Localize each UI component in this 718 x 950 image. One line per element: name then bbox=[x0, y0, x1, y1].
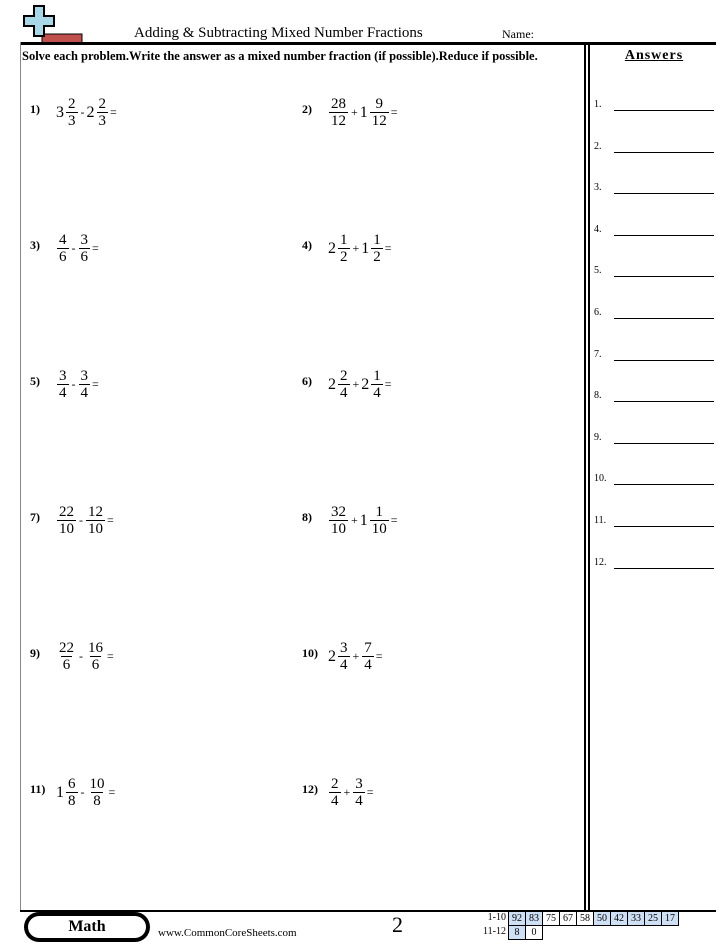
expression bbox=[56, 776, 115, 809]
fraction bbox=[57, 640, 76, 673]
score-cell: 58 bbox=[577, 912, 594, 926]
denominator: 10 bbox=[371, 521, 387, 537]
score-cell-empty bbox=[645, 926, 662, 940]
operator: + bbox=[352, 241, 360, 255]
answer-blank[interactable] bbox=[614, 193, 714, 194]
numerator: 2 bbox=[340, 368, 348, 384]
equals-sign: = bbox=[390, 513, 398, 527]
problem-2 bbox=[302, 96, 398, 129]
denominator: 6 bbox=[80, 249, 88, 265]
fraction bbox=[57, 504, 76, 537]
answer-row bbox=[594, 300, 714, 320]
numerator: 2 bbox=[331, 776, 339, 792]
answer-number: 5. bbox=[594, 265, 602, 277]
answer-row bbox=[594, 175, 714, 195]
operator: - bbox=[71, 377, 76, 391]
problem-8 bbox=[302, 504, 398, 537]
equals-sign: = bbox=[366, 785, 374, 799]
score-cell: 0 bbox=[526, 926, 543, 940]
fraction bbox=[329, 504, 348, 537]
fraction bbox=[362, 640, 374, 673]
numerator: 9 bbox=[375, 96, 384, 112]
problem-6 bbox=[302, 368, 392, 401]
answer-number: 11. bbox=[594, 515, 607, 526]
problem-11 bbox=[30, 776, 116, 809]
answer-blank[interactable] bbox=[614, 401, 714, 402]
fraction bbox=[86, 640, 105, 673]
instructions: Solve each problem.Write the answer as a mixed number fraction (if possible).Reduce if possible. bbox=[22, 49, 538, 63]
whole-number: 3 bbox=[56, 103, 64, 121]
equals-sign: = bbox=[107, 513, 114, 527]
expression bbox=[56, 232, 99, 265]
answer-number: 10. bbox=[594, 473, 607, 485]
equals-sign: = bbox=[375, 649, 383, 663]
whole-number: 2 bbox=[328, 239, 336, 257]
numerator: 32 bbox=[331, 504, 346, 520]
problem-number: 9) bbox=[30, 646, 40, 660]
site-url: www.CommonCoreSheets.com bbox=[158, 927, 297, 939]
equals-sign: = bbox=[384, 377, 392, 391]
left-border bbox=[20, 42, 21, 910]
answer-blank[interactable] bbox=[614, 484, 714, 485]
worksheet-title: Adding & Subtracting Mixed Number Fractions bbox=[134, 25, 423, 41]
problem-number: 1) bbox=[30, 102, 40, 116]
answer-number: 1. bbox=[594, 99, 602, 110]
numerator: 7 bbox=[364, 640, 372, 656]
answer-blank[interactable] bbox=[614, 443, 714, 444]
denominator: 4 bbox=[364, 657, 372, 673]
denominator: 2 bbox=[340, 249, 348, 265]
denominator: 8 bbox=[68, 793, 76, 809]
fraction bbox=[86, 504, 105, 537]
numerator: 3 bbox=[340, 640, 348, 656]
numerator: 1 bbox=[375, 504, 384, 520]
problem-10 bbox=[302, 640, 383, 673]
denominator: 4 bbox=[340, 657, 348, 673]
numerator: 3 bbox=[80, 368, 88, 384]
numerator: 22 bbox=[59, 504, 74, 520]
answer-number: 8. bbox=[594, 390, 602, 402]
score-cell: 33 bbox=[628, 912, 645, 926]
operator: - bbox=[80, 105, 85, 119]
operator: - bbox=[79, 513, 83, 527]
answer-number: 4. bbox=[594, 223, 602, 235]
equals-sign: = bbox=[110, 105, 117, 119]
equals-sign: = bbox=[384, 241, 392, 255]
score-cell: 8 bbox=[509, 926, 526, 940]
answer-number: 7. bbox=[594, 348, 602, 360]
numerator: 12 bbox=[88, 504, 103, 520]
denominator: 2 bbox=[373, 249, 381, 265]
answer-number: 2. bbox=[594, 140, 602, 152]
answer-column-divider-inner bbox=[588, 42, 590, 910]
denominator: 3 bbox=[98, 113, 106, 129]
score-cell: 17 bbox=[662, 912, 679, 926]
equals-sign: = bbox=[92, 241, 99, 255]
expression bbox=[328, 776, 374, 809]
fraction bbox=[329, 96, 348, 129]
denominator: 12 bbox=[371, 113, 387, 129]
score-cell: 50 bbox=[594, 912, 611, 926]
fraction bbox=[370, 504, 389, 537]
answer-number: 9. bbox=[594, 431, 602, 443]
fraction bbox=[371, 232, 383, 265]
score-row2-label: 11-12 bbox=[483, 926, 506, 937]
whole-number: 2 bbox=[86, 103, 95, 121]
numerator: 16 bbox=[88, 640, 103, 656]
answer-row bbox=[594, 342, 714, 362]
score-row bbox=[509, 912, 679, 926]
whole-number: 2 bbox=[361, 375, 370, 393]
answer-blank[interactable] bbox=[614, 110, 714, 111]
score-cell: 75 bbox=[543, 912, 560, 926]
equals-sign: = bbox=[107, 649, 114, 663]
math-badge-label: Math bbox=[28, 916, 146, 938]
operator: + bbox=[351, 513, 358, 527]
page-number: 2 bbox=[392, 912, 403, 937]
numerator: 1 bbox=[340, 232, 348, 248]
fraction bbox=[79, 368, 91, 401]
answer-blank[interactable] bbox=[614, 526, 714, 527]
denominator: 4 bbox=[355, 793, 363, 809]
whole-number: 1 bbox=[359, 511, 368, 529]
score-cell: 67 bbox=[560, 912, 577, 926]
problem-7 bbox=[30, 504, 114, 537]
answer-row bbox=[594, 383, 714, 403]
numerator: 6 bbox=[68, 776, 76, 792]
operator: - bbox=[71, 241, 76, 255]
problem-3 bbox=[30, 232, 99, 265]
score-cell-empty bbox=[594, 926, 611, 940]
fraction bbox=[57, 232, 69, 265]
name-label: Name: bbox=[502, 27, 534, 41]
fraction bbox=[88, 776, 107, 809]
numerator: 3 bbox=[355, 776, 363, 792]
problem-number: 4) bbox=[302, 238, 312, 252]
equals-sign: = bbox=[390, 105, 398, 119]
denominator: 10 bbox=[88, 521, 103, 537]
whole-number: 1 bbox=[359, 103, 368, 121]
numerator: 2 bbox=[68, 96, 76, 112]
numerator: 3 bbox=[80, 232, 88, 248]
denominator: 12 bbox=[331, 113, 346, 129]
fraction bbox=[370, 96, 389, 129]
fraction bbox=[97, 96, 109, 129]
expression bbox=[56, 504, 114, 537]
score-cell: 83 bbox=[526, 912, 543, 926]
score-row1-label: 1-10 bbox=[487, 912, 506, 923]
expression bbox=[56, 368, 99, 401]
answer-row bbox=[594, 466, 714, 486]
numerator: 2 bbox=[98, 96, 106, 112]
fraction bbox=[338, 232, 350, 265]
score-cell-empty bbox=[662, 926, 679, 940]
operator: - bbox=[80, 785, 85, 799]
operator: + bbox=[351, 105, 358, 119]
score-cell-empty bbox=[611, 926, 628, 940]
expression bbox=[328, 504, 398, 537]
score-cell-empty bbox=[628, 926, 645, 940]
answer-blank[interactable] bbox=[614, 235, 714, 236]
answer-number: 3. bbox=[594, 182, 602, 194]
answer-column-divider bbox=[584, 42, 586, 910]
answer-blank[interactable] bbox=[614, 318, 714, 319]
answer-row bbox=[594, 258, 714, 278]
score-labels bbox=[480, 911, 506, 939]
problem-number: 3) bbox=[30, 238, 40, 252]
fraction bbox=[329, 776, 341, 809]
answer-number: 6. bbox=[594, 307, 602, 318]
expression bbox=[328, 232, 392, 265]
denominator: 10 bbox=[331, 521, 346, 537]
denominator: 4 bbox=[340, 385, 348, 401]
expression bbox=[56, 640, 114, 673]
numerator: 4 bbox=[59, 232, 67, 248]
fraction bbox=[338, 640, 350, 673]
denominator: 6 bbox=[59, 249, 67, 265]
whole-number: 2 bbox=[328, 375, 336, 393]
answer-row bbox=[594, 92, 714, 112]
problem-number: 8) bbox=[302, 510, 312, 524]
score-cell-empty bbox=[543, 926, 560, 940]
score-cell-empty bbox=[560, 926, 577, 940]
denominator: 4 bbox=[80, 385, 88, 401]
math-badge bbox=[24, 912, 150, 942]
numerator: 28 bbox=[331, 96, 346, 112]
score-cell-empty bbox=[577, 926, 594, 940]
whole-number: 1 bbox=[361, 239, 370, 257]
fraction bbox=[57, 368, 69, 401]
problem-number: 6) bbox=[302, 374, 312, 388]
operator: + bbox=[352, 649, 360, 663]
score-cell: 42 bbox=[611, 912, 628, 926]
header-divider bbox=[20, 42, 716, 45]
answer-row bbox=[594, 550, 714, 570]
problem-number: 12) bbox=[302, 782, 318, 796]
score-row bbox=[509, 926, 679, 940]
numerator: 3 bbox=[59, 368, 67, 384]
problem-number: 11) bbox=[30, 782, 46, 796]
problem-number: 7) bbox=[30, 510, 40, 524]
expression bbox=[328, 368, 392, 401]
problem-4 bbox=[302, 232, 392, 265]
denominator: 4 bbox=[373, 385, 381, 401]
problem-12 bbox=[302, 776, 374, 809]
problem-9 bbox=[30, 640, 114, 673]
fraction bbox=[79, 232, 91, 265]
problem-number: 5) bbox=[30, 374, 40, 388]
answer-blank[interactable] bbox=[614, 568, 714, 569]
answers-heading: Answers bbox=[624, 48, 684, 63]
denominator: 6 bbox=[62, 657, 71, 673]
numerator: 1 bbox=[373, 368, 381, 384]
numerator: 22 bbox=[59, 640, 74, 656]
whole-number: 1 bbox=[56, 783, 64, 801]
fraction bbox=[371, 368, 383, 401]
answer-number: 12. bbox=[594, 556, 607, 568]
denominator: 8 bbox=[93, 793, 101, 809]
score-cell: 92 bbox=[509, 912, 526, 926]
operator: + bbox=[343, 785, 351, 799]
problem-number: 2) bbox=[302, 102, 312, 116]
answer-blank[interactable] bbox=[614, 276, 714, 277]
numerator: 1 bbox=[373, 232, 381, 248]
denominator: 6 bbox=[91, 657, 100, 673]
problem-1 bbox=[30, 96, 117, 129]
answer-blank[interactable] bbox=[614, 360, 714, 361]
answer-row bbox=[594, 217, 714, 237]
plus-minus-logo-icon bbox=[20, 4, 84, 44]
denominator: 3 bbox=[68, 113, 76, 129]
operator: - bbox=[79, 649, 83, 663]
fraction bbox=[66, 776, 78, 809]
fraction bbox=[66, 96, 78, 129]
answer-row bbox=[594, 508, 714, 528]
answer-row bbox=[594, 425, 714, 445]
denominator: 4 bbox=[59, 385, 67, 401]
whole-number: 2 bbox=[328, 647, 336, 665]
expression bbox=[328, 96, 398, 129]
expression bbox=[328, 640, 383, 673]
answer-blank[interactable] bbox=[614, 152, 714, 153]
answer-row bbox=[594, 134, 714, 154]
fraction bbox=[338, 368, 350, 401]
fraction bbox=[353, 776, 365, 809]
equals-sign: = bbox=[92, 377, 99, 391]
denominator: 10 bbox=[59, 521, 74, 537]
expression bbox=[56, 96, 117, 129]
operator: + bbox=[352, 377, 360, 391]
problem-number: 10) bbox=[302, 646, 318, 660]
denominator: 4 bbox=[331, 793, 339, 809]
equals-sign: = bbox=[108, 785, 116, 799]
score-table bbox=[508, 911, 679, 940]
numerator: 10 bbox=[89, 776, 105, 792]
score-cell: 25 bbox=[645, 912, 662, 926]
problem-5 bbox=[30, 368, 99, 401]
